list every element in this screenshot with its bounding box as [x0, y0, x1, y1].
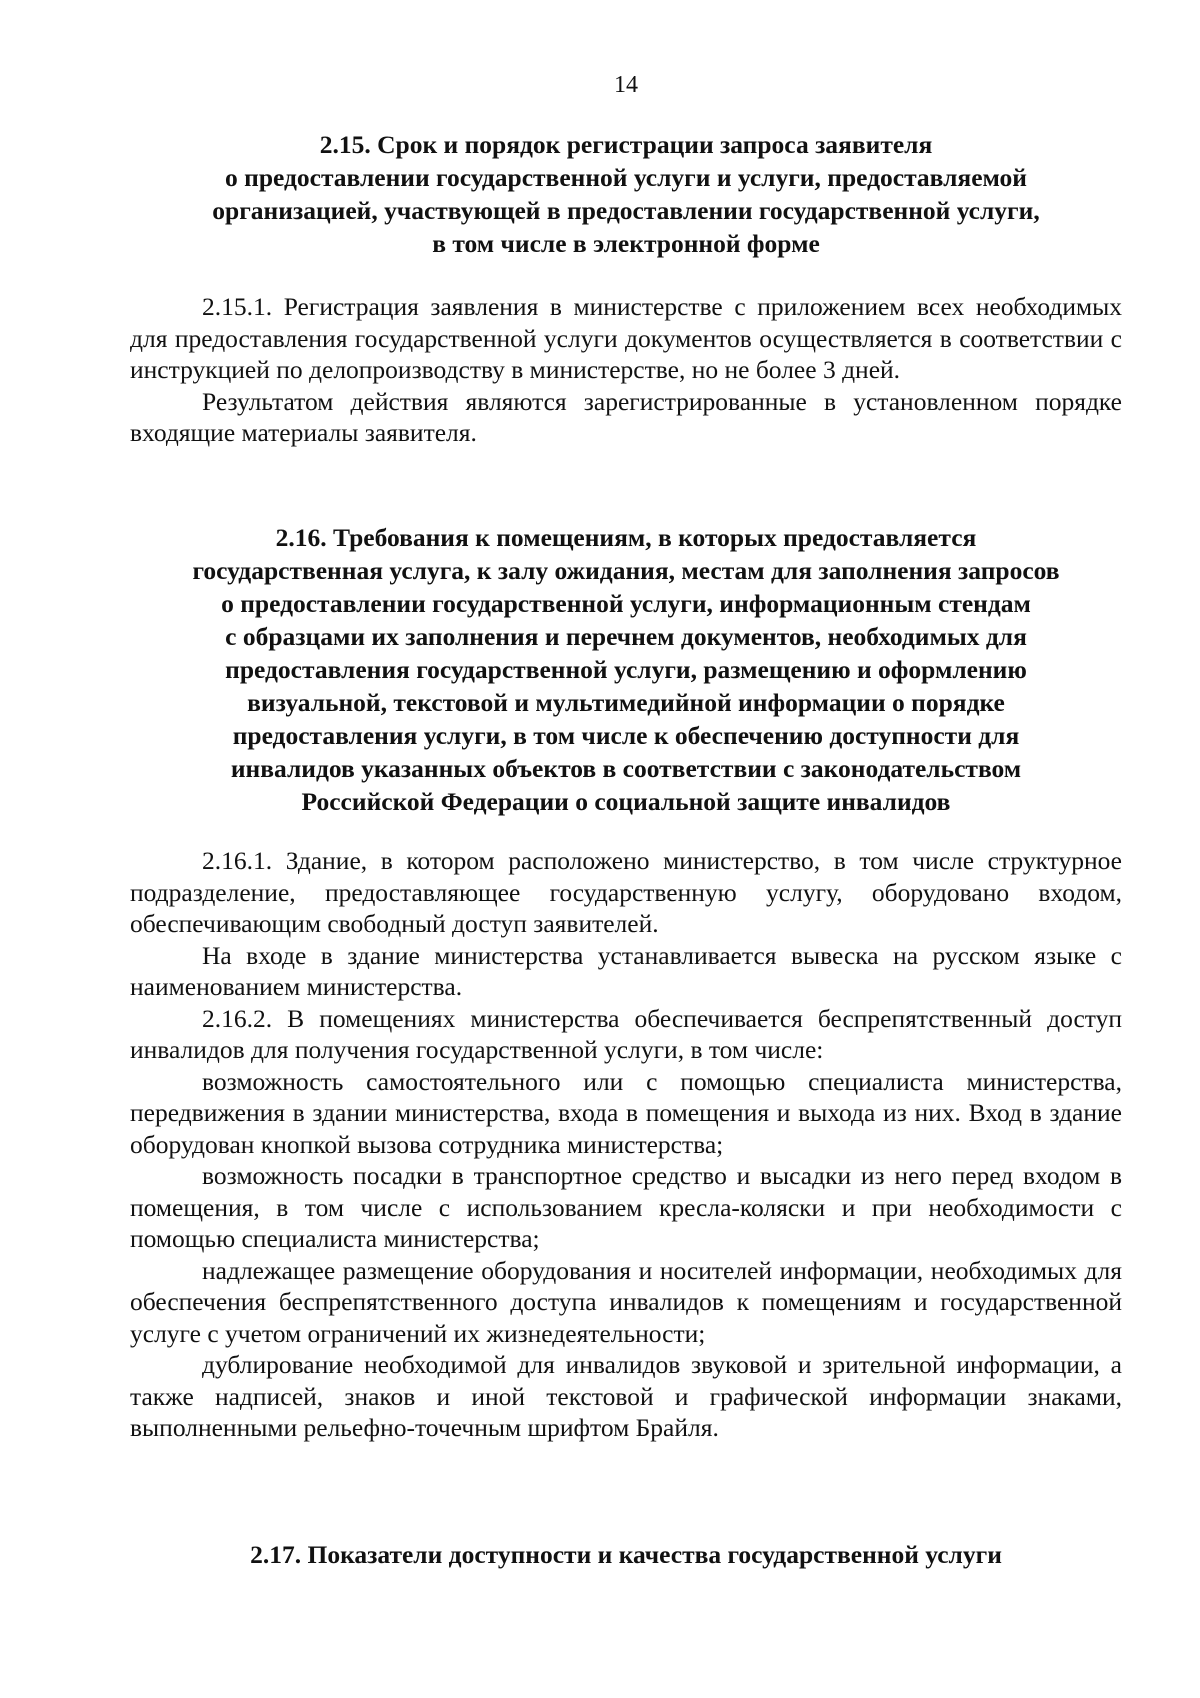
paragraph: возможность самостоятельного или с помощью специалиста министерства, передвижения в здании министерства, входа в помещения и выхода из них. Вход в здание оборудован кнопкой вызова сотрудника министерства; — [130, 1066, 1122, 1159]
heading-line: о предоставлении государственной услуги, информационным стендам — [221, 589, 1031, 618]
paragraph: 2.15.1. Регистрация заявления в министерстве с приложением всех необходимых для предоставления государственной услуги документов осуществляется в соответствии с инструкцией по делопроизводству в министерстве, но не более 3 дней. — [130, 292, 1122, 384]
heading-line: с образцами их заполнения и перечнем документов, необходимых для — [225, 622, 1027, 651]
heading-line: организацией, участвующей в предоставлении государственной услуги, — [212, 196, 1040, 225]
heading-line: в том числе в электронной форме — [432, 229, 820, 258]
paragraph: надлежащее размещение оборудования и носителей информации, необходимых для обеспечения беспрепятственного доступа инвалидов к помещениям и государственной услуге с учетом ограничений их жизнедеятельности; — [130, 1255, 1122, 1348]
paragraph: На входе в здание министерства устанавливается вывеска на русском языке с наименованием министерства. — [130, 940, 1122, 1001]
heading-line: Российской Федерации о социальной защите инвалидов — [301, 787, 951, 816]
section-2-16-body — [130, 845, 1122, 1444]
heading-line: предоставления государственной услуги, размещению и оформлению — [225, 655, 1027, 684]
section-2-17-heading — [130, 1538, 1122, 1571]
heading-line: визуальной, текстовой и мультимедийной информации о порядке — [247, 688, 1005, 717]
section-2-16-heading — [130, 521, 1122, 818]
heading-line: о предоставлении государственной услуги и услуги, предоставляемой — [225, 163, 1027, 192]
heading-line: инвалидов указанных объектов в соответствии с законодательством — [230, 754, 1022, 783]
heading-line: 2.17. Показатели доступности и качества государственной услуги — [250, 1540, 1002, 1569]
page-number: 14 — [614, 72, 638, 98]
paragraph: 2.16.1. Здание, в котором расположено министерство, в том числе структурное подразделение, предоставляющее государственную услугу, оборудовано входом, обеспечивающим свободный доступ заявителей. — [130, 846, 1122, 938]
section-2-15-body — [130, 291, 1122, 449]
heading-line: предоставления услуги, в том числе к обеспечению доступности для — [232, 721, 1020, 750]
heading-line: государственная услуга, к залу ожидания, местам для заполнения запросов — [192, 556, 1060, 585]
heading-line: 2.15. Срок и порядок регистрации запроса заявителя — [319, 130, 933, 159]
heading-line: 2.16. Требования к помещениям, в которых предоставляется — [275, 523, 977, 552]
paragraph: Результатом действия являются зарегистрированные в установленном порядке входящие материалы заявителя. — [130, 386, 1122, 447]
paragraph: возможность посадки в транспортное средство и высадки из него перед входом в помещения, в том числе с использованием кресла-коляски и при необходимости с помощью специалиста министерства; — [130, 1161, 1122, 1253]
paragraph: дублирование необходимой для инвалидов звуковой и зрительной информации, а также надписей, знаков и иной текстовой и графической информации знаками, выполненными рельефно-точечным шрифтом Брайля. — [130, 1350, 1122, 1442]
paragraph: 2.16.2. В помещениях министерства обеспечивается беспрепятственный доступ инвалидов для получения государственной услуги, в том числе: — [130, 1003, 1122, 1064]
section-2-15-heading — [130, 128, 1122, 260]
